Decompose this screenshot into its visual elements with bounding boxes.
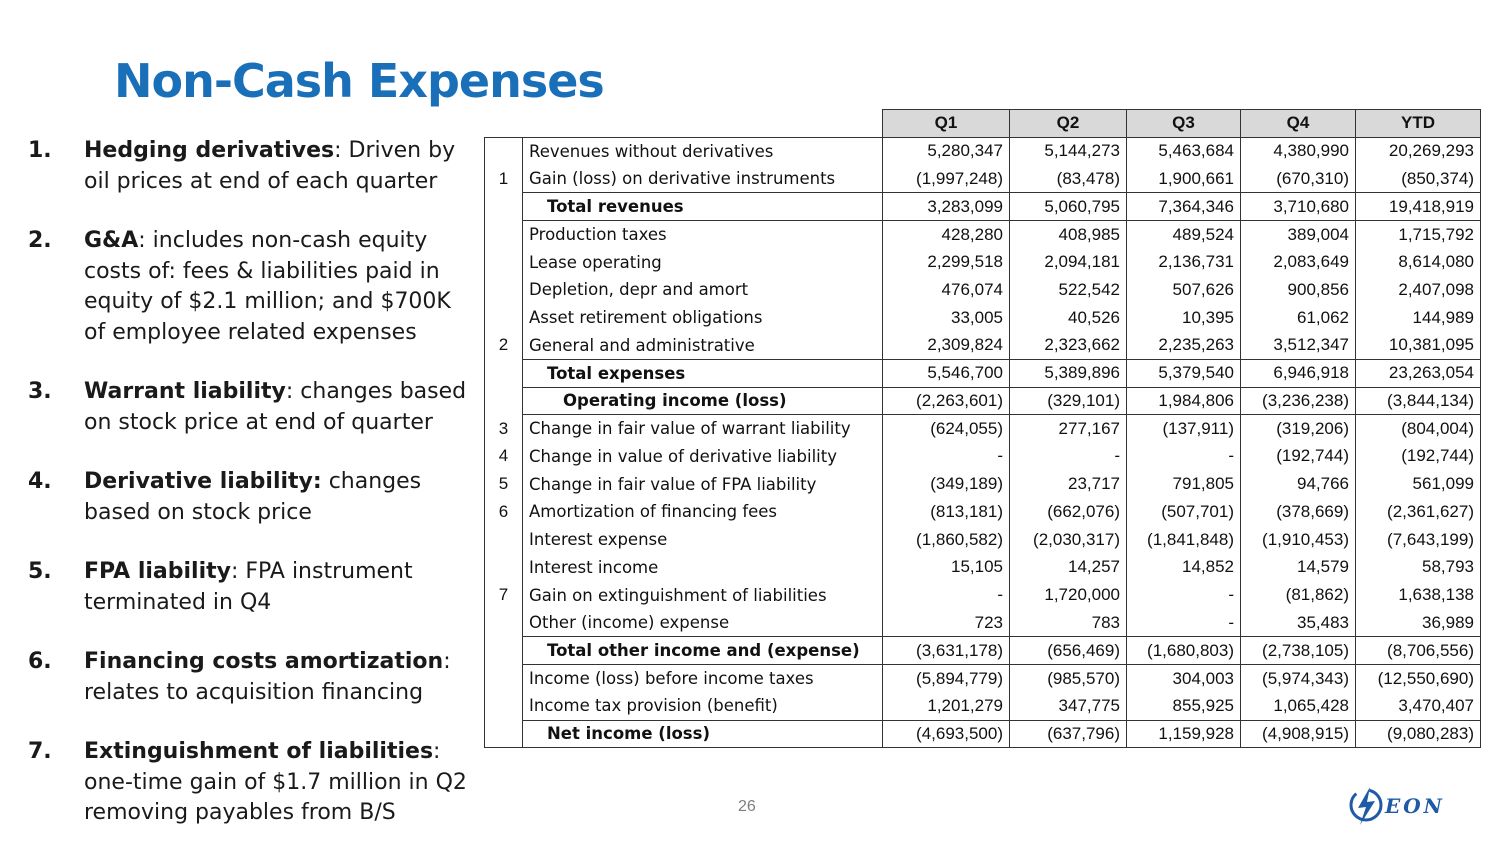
cell-q2: 1,720,000 — [1010, 581, 1127, 609]
note-heading: Hedging derivatives — [84, 138, 335, 163]
note-heading: G&A — [84, 228, 139, 253]
row-label: Gain (loss) on derivative instruments — [523, 165, 883, 193]
cell-q4: (81,862) — [1241, 581, 1356, 609]
note-text: : FPA instrument terminated in Q4 — [84, 559, 413, 615]
cell-ytd: 20,269,293 — [1356, 137, 1481, 165]
cell-ytd: 2,407,098 — [1356, 276, 1481, 304]
table-row — [485, 165, 1481, 193]
cell-q3: 304,003 — [1127, 665, 1241, 693]
cell-q4: 94,766 — [1241, 470, 1356, 498]
note-text: : relates to acquisition financing — [84, 649, 451, 705]
cell-q4: (2,738,105) — [1241, 637, 1356, 665]
cell-q3: 1,159,928 — [1127, 720, 1241, 748]
cell-q4: (378,669) — [1241, 498, 1356, 526]
table-row — [485, 637, 1481, 665]
note-reference — [485, 692, 523, 720]
cell-q2: 408,985 — [1010, 221, 1127, 249]
cell-q3: 7,364,346 — [1127, 193, 1241, 221]
row-label: Amortization of financing fees — [523, 498, 883, 526]
row-label: Net income (loss) — [523, 720, 883, 748]
note-item — [28, 467, 478, 528]
cell-ytd: (850,374) — [1356, 165, 1481, 193]
page-number: 26 — [738, 798, 756, 815]
note-reference — [485, 637, 523, 665]
cell-ytd: (192,744) — [1356, 443, 1481, 471]
cell-q3: 5,463,684 — [1127, 137, 1241, 165]
cell-q3: 1,900,661 — [1127, 165, 1241, 193]
cell-ytd: (3,844,134) — [1356, 387, 1481, 415]
row-label: Total other income and (expense) — [523, 637, 883, 665]
cell-ytd: 8,614,080 — [1356, 248, 1481, 276]
cell-q3: 2,235,263 — [1127, 332, 1241, 360]
row-label: Interest expense — [523, 526, 883, 554]
note-text: : one-time gain of $1.7 million in Q2 removing payables from B/S — [84, 739, 467, 825]
note-number: 6. — [28, 649, 52, 674]
table-row — [485, 443, 1481, 471]
note-item — [28, 737, 478, 829]
cell-q1: 5,280,347 — [883, 137, 1010, 165]
note-number: 4. — [28, 469, 52, 494]
company-logo — [1345, 783, 1457, 827]
table-row — [485, 609, 1481, 637]
row-label: Gain on extinguishment of liabilities — [523, 581, 883, 609]
cell-q1: 1,201,279 — [883, 692, 1010, 720]
cell-q3: 14,852 — [1127, 554, 1241, 582]
row-label: Production taxes — [523, 221, 883, 249]
row-label: Total expenses — [523, 359, 883, 387]
table-row — [485, 665, 1481, 693]
cell-q4: 61,062 — [1241, 304, 1356, 332]
row-label: Interest income — [523, 554, 883, 582]
cell-q2: (656,469) — [1010, 637, 1127, 665]
cell-ytd: 23,263,054 — [1356, 359, 1481, 387]
cell-ytd: (12,550,690) — [1356, 665, 1481, 693]
cell-q1: 723 — [883, 609, 1010, 637]
cell-q3: - — [1127, 581, 1241, 609]
cell-q1: (4,693,500) — [883, 720, 1010, 748]
cell-q1: 428,280 — [883, 221, 1010, 249]
cell-ytd: (804,004) — [1356, 415, 1481, 443]
row-label: Lease operating — [523, 248, 883, 276]
note-heading: Warrant liability — [84, 379, 286, 404]
cell-q4: 6,946,918 — [1241, 359, 1356, 387]
cell-q4: 3,710,680 — [1241, 193, 1356, 221]
note-reference: 3 — [485, 415, 523, 443]
row-label: Asset retirement obligations — [523, 304, 883, 332]
cell-q4: (4,908,915) — [1241, 720, 1356, 748]
note-reference — [485, 193, 523, 221]
slide-title: Non-Cash Expenses — [114, 54, 604, 108]
cell-q3: (507,701) — [1127, 498, 1241, 526]
cell-q2: (985,570) — [1010, 665, 1127, 693]
table-row — [485, 470, 1481, 498]
notes-list — [28, 136, 478, 858]
table-row — [485, 221, 1481, 249]
note-text: changes based on stock price — [84, 469, 422, 525]
cell-q2: 5,389,896 — [1010, 359, 1127, 387]
note-text: : Driven by oil prices at end of each quarter — [84, 138, 456, 194]
note-reference — [485, 359, 523, 387]
row-label: Income (loss) before income taxes — [523, 665, 883, 693]
cell-q2: 522,542 — [1010, 276, 1127, 304]
cell-q1: 2,309,824 — [883, 332, 1010, 360]
cell-q1: 5,546,700 — [883, 359, 1010, 387]
cell-ytd: 1,638,138 — [1356, 581, 1481, 609]
note-reference — [485, 526, 523, 554]
cell-q1: 15,105 — [883, 554, 1010, 582]
cell-q3: 855,925 — [1127, 692, 1241, 720]
cell-q4: 14,579 — [1241, 554, 1356, 582]
note-heading: FPA liability — [84, 559, 231, 584]
row-label: Operating income (loss) — [523, 387, 883, 415]
table-row — [485, 720, 1481, 748]
cell-q3: 5,379,540 — [1127, 359, 1241, 387]
column-header: Q3 — [1127, 110, 1241, 138]
cell-q4: 3,512,347 — [1241, 332, 1356, 360]
cell-q3: - — [1127, 443, 1241, 471]
table-header-row — [485, 110, 1481, 138]
row-label: Income tax provision (benefit) — [523, 692, 883, 720]
note-number: 2. — [28, 228, 52, 253]
cell-q2: 2,323,662 — [1010, 332, 1127, 360]
cell-q3: (1,680,803) — [1127, 637, 1241, 665]
cell-q4: (670,310) — [1241, 165, 1356, 193]
cell-q4: (319,206) — [1241, 415, 1356, 443]
cell-q4: 2,083,649 — [1241, 248, 1356, 276]
cell-q4: 1,065,428 — [1241, 692, 1356, 720]
header-blank — [523, 110, 883, 138]
cell-q2: 5,060,795 — [1010, 193, 1127, 221]
column-header: Q1 — [883, 110, 1010, 138]
cell-q1: (5,894,779) — [883, 665, 1010, 693]
cell-q4: (5,974,343) — [1241, 665, 1356, 693]
note-number: 5. — [28, 559, 52, 584]
cell-q3: 2,136,731 — [1127, 248, 1241, 276]
cell-ytd: 36,989 — [1356, 609, 1481, 637]
logo-text: EON — [1385, 794, 1445, 818]
cell-q4: (3,236,238) — [1241, 387, 1356, 415]
lightning-bolt-icon — [1345, 783, 1389, 827]
table-row — [485, 581, 1481, 609]
table-row — [485, 554, 1481, 582]
cell-ytd: (2,361,627) — [1356, 498, 1481, 526]
cell-ytd: (7,643,199) — [1356, 526, 1481, 554]
cell-ytd: 561,099 — [1356, 470, 1481, 498]
note-reference — [485, 221, 523, 249]
cell-q1: - — [883, 443, 1010, 471]
cell-q1: (349,189) — [883, 470, 1010, 498]
cell-q2: 783 — [1010, 609, 1127, 637]
cell-q2: 5,144,273 — [1010, 137, 1127, 165]
cell-q2: (2,030,317) — [1010, 526, 1127, 554]
row-label: Change in fair value of FPA liability — [523, 470, 883, 498]
cell-ytd: 58,793 — [1356, 554, 1481, 582]
cell-q2: 277,167 — [1010, 415, 1127, 443]
table-row — [485, 387, 1481, 415]
note-reference — [485, 248, 523, 276]
note-reference — [485, 276, 523, 304]
row-label: Change in value of derivative liability — [523, 443, 883, 471]
note-number: 3. — [28, 379, 52, 404]
row-label: Change in fair value of warrant liability — [523, 415, 883, 443]
cell-q1: 3,283,099 — [883, 193, 1010, 221]
note-text: : changes based on stock price at end of quarter — [84, 379, 467, 435]
cell-q3: 1,984,806 — [1127, 387, 1241, 415]
cell-q1: (1,997,248) — [883, 165, 1010, 193]
cell-q1: (1,860,582) — [883, 526, 1010, 554]
note-reference: 7 — [485, 581, 523, 609]
table-row — [485, 692, 1481, 720]
note-reference — [485, 387, 523, 415]
row-label: Depletion, depr and amort — [523, 276, 883, 304]
row-label: Revenues without derivatives — [523, 137, 883, 165]
cell-q4: 900,856 — [1241, 276, 1356, 304]
note-reference — [485, 665, 523, 693]
table-row — [485, 304, 1481, 332]
note-heading: Extinguishment of liabilities — [84, 739, 434, 764]
cell-q1: 33,005 — [883, 304, 1010, 332]
table-row — [485, 526, 1481, 554]
cell-q1: (3,631,178) — [883, 637, 1010, 665]
cell-q4: 4,380,990 — [1241, 137, 1356, 165]
table-row — [485, 193, 1481, 221]
column-header: Q2 — [1010, 110, 1127, 138]
cell-ytd: (9,080,283) — [1356, 720, 1481, 748]
note-item — [28, 226, 478, 348]
row-label: Other (income) expense — [523, 609, 883, 637]
cell-q4: (1,910,453) — [1241, 526, 1356, 554]
note-item — [28, 647, 478, 708]
cell-ytd: 19,418,919 — [1356, 193, 1481, 221]
cell-ytd: (8,706,556) — [1356, 637, 1481, 665]
note-text: : includes non-cash equity costs of: fees & liabilities paid in equity of $2.1 million; and $700K of employee related expenses — [84, 228, 451, 345]
cell-q2: 23,717 — [1010, 470, 1127, 498]
note-number: 1. — [28, 138, 52, 163]
table-row — [485, 137, 1481, 165]
cell-q3: 791,805 — [1127, 470, 1241, 498]
table-row — [485, 248, 1481, 276]
cell-q2: 2,094,181 — [1010, 248, 1127, 276]
note-reference: 1 — [485, 165, 523, 193]
cell-q1: (2,263,601) — [883, 387, 1010, 415]
cell-q3: - — [1127, 609, 1241, 637]
cell-ytd: 1,715,792 — [1356, 221, 1481, 249]
note-reference — [485, 304, 523, 332]
table-row — [485, 332, 1481, 360]
table-row — [485, 498, 1481, 526]
row-label: Total revenues — [523, 193, 883, 221]
cell-q4: (192,744) — [1241, 443, 1356, 471]
note-reference: 4 — [485, 443, 523, 471]
cell-q1: (624,055) — [883, 415, 1010, 443]
cell-q2: - — [1010, 443, 1127, 471]
column-header: Q4 — [1241, 110, 1356, 138]
cell-q4: 35,483 — [1241, 609, 1356, 637]
cell-q3: 507,626 — [1127, 276, 1241, 304]
cell-q2: 40,526 — [1010, 304, 1127, 332]
cell-q3: (1,841,848) — [1127, 526, 1241, 554]
cell-ytd: 3,470,407 — [1356, 692, 1481, 720]
note-heading: Financing costs amortization — [84, 649, 444, 674]
note-reference — [485, 609, 523, 637]
cell-ytd: 144,989 — [1356, 304, 1481, 332]
table-row — [485, 415, 1481, 443]
note-reference: 6 — [485, 498, 523, 526]
cell-q4: 389,004 — [1241, 221, 1356, 249]
cell-ytd: 10,381,095 — [1356, 332, 1481, 360]
note-reference — [485, 720, 523, 748]
cell-q1: 2,299,518 — [883, 248, 1010, 276]
cell-q1: 476,074 — [883, 276, 1010, 304]
cell-q1: (813,181) — [883, 498, 1010, 526]
cell-q3: 10,395 — [1127, 304, 1241, 332]
note-reference: 5 — [485, 470, 523, 498]
income-statement-table — [484, 109, 1481, 748]
table-row — [485, 276, 1481, 304]
column-header: YTD — [1356, 110, 1481, 138]
note-heading: Derivative liability: — [84, 469, 322, 494]
cell-q2: (662,076) — [1010, 498, 1127, 526]
cell-q2: 347,775 — [1010, 692, 1127, 720]
cell-q1: - — [883, 581, 1010, 609]
cell-q2: (83,478) — [1010, 165, 1127, 193]
cell-q3: 489,524 — [1127, 221, 1241, 249]
cell-q2: 14,257 — [1010, 554, 1127, 582]
note-number: 7. — [28, 739, 52, 764]
note-reference: 2 — [485, 332, 523, 360]
header-blank — [485, 110, 523, 138]
note-item — [28, 557, 478, 618]
table-row — [485, 359, 1481, 387]
row-label: General and administrative — [523, 332, 883, 360]
note-reference — [485, 554, 523, 582]
note-item — [28, 377, 478, 438]
note-item — [28, 136, 478, 197]
cell-q2: (329,101) — [1010, 387, 1127, 415]
cell-q3: (137,911) — [1127, 415, 1241, 443]
cell-q2: (637,796) — [1010, 720, 1127, 748]
note-reference — [485, 137, 523, 165]
